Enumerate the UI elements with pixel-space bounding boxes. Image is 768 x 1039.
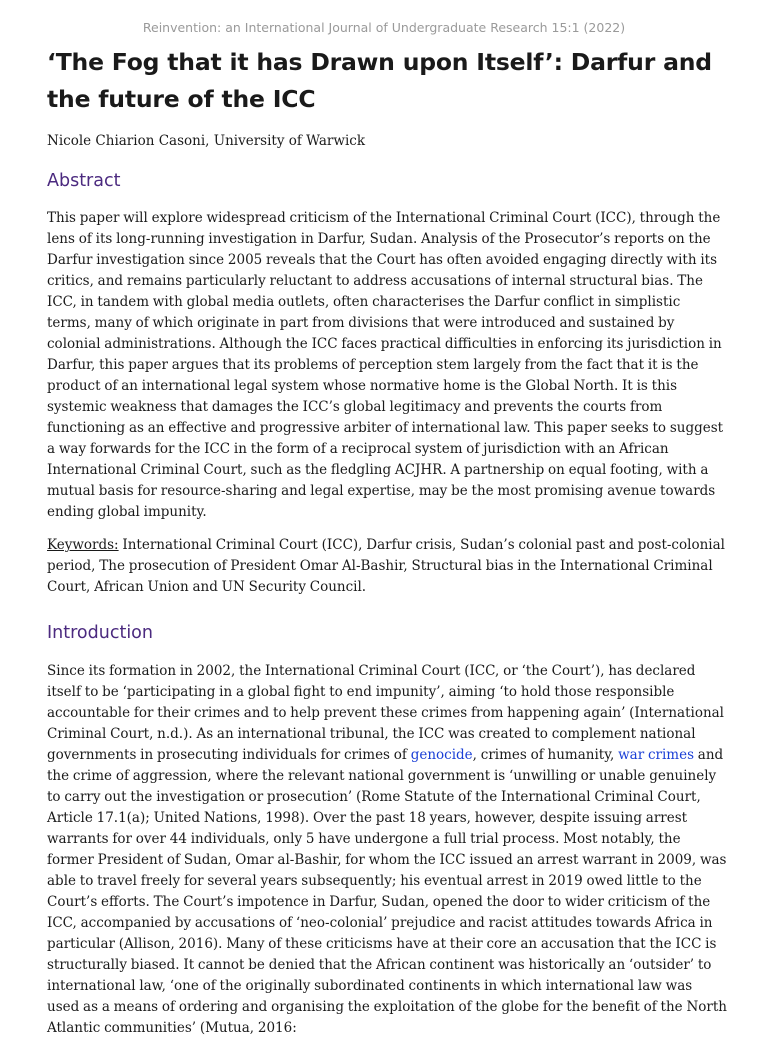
intro-text-part2: , crimes of humanity, bbox=[472, 747, 619, 763]
introduction-paragraph bbox=[47, 661, 727, 1039]
paper-page bbox=[47, 0, 727, 1039]
genocide-link[interactable]: genocide bbox=[410, 747, 473, 763]
keywords-paragraph bbox=[47, 535, 727, 598]
running-header: Reinvention: an International Journal of Undergraduate Research 15:1 (2022) bbox=[142, 20, 626, 35]
article-title: ‘The Fog that it has Drawn upon Itself’: Darfur and the future of the ICC bbox=[47, 48, 712, 113]
intro-text-part3: and the crime of aggression, where the relevant national government is ‘unwilling or unable genuinely to carry out the investigation or prosecution’ (Rome Statute of the International Criminal Court, Article 17.1(a); United Nations, 1998). Over the past 18 years, however, despite issuing arrest warrants for over 44 individuals, only 5 have undergone a full trial process. Most notably, the former President of Sudan, Omar al-Bashir, for whom the ICC issued an arrest warrant in 2009, was able to travel freely for several years subsequently; his eventual arrest in 2019 owed little to the Court’s efforts. The Court’s impotence in Darfur, Sudan, opened the door to wider criticism of the ICC, accompanied by accusations of ‘neo-colonial’ prejudice and racist attitudes towards Africa in particular (Allison, 2016). Many of these criticisms have at their core an accusation that the ICC is structurally biased. It cannot be denied that the African continent was historically an ‘outsider’ to international law, ‘one of the originally subordinated continents in which international law was used as a means of ordering and organising the exploitation of the globe for the benefit of the North Atlantic communities’ (Mutua, 2016: bbox=[47, 747, 727, 1036]
abstract-paragraph: This paper will explore widespread criticism of the International Criminal Court (ICC), through the lens of its long-running investigation in Darfur, Sudan. Analysis of the Prosecutor’s reports on the Darfur investigation since 2005 reveals that the Court has often avoided engaging directly with its critics, and remains particularly reluctant to address accusations of internal structural bias. The ICC, in tandem with global media outlets, often characterises the Darfur conflict in simplistic terms, many of which originate in part from divisions that were introduced and sustained by colonial administrations. Although the ICC faces practical difficulties in enforcing its jurisdiction in Darfur, this paper argues that its problems of perception stem largely from the fact that it is the product of an international legal system whose normative home is the Global North. It is this systemic weakness that damages the ICC’s global legitimacy and prevents the courts from functioning as an effective and progressive arbiter of international law. This paper seeks to suggest a way forwards for the ICC in the form of a reciprocal system of jurisdiction with an African International Criminal Court, such as the fledgling ACJHR. A partnership on equal footing, with a mutual basis for resource-sharing and legal expertise, may be the most promising avenue towards ending global impunity. bbox=[47, 210, 724, 520]
abstract-heading: Abstract bbox=[47, 171, 121, 191]
introduction-heading: Introduction bbox=[47, 623, 153, 643]
keywords-text: International Criminal Court (ICC), Darfur crisis, Sudan’s colonial past and post-colonial period, The prosecution of President Omar Al-Bashir, Structural bias in the International Criminal Court, African Union and UN Security Council. bbox=[47, 537, 725, 595]
war-crimes-link[interactable]: war crimes bbox=[618, 747, 695, 763]
keywords-label: Keywords: bbox=[47, 537, 119, 553]
author-line: Nicole Chiarion Casoni, University of Warwick bbox=[47, 133, 366, 149]
intro-text-part1: Since its formation in 2002, the International Criminal Court (ICC, or ‘the Court’), has declared itself to be ‘participating in a global fight to end impunity’, aiming ‘to hold those responsible accountable for their crimes and to help prevent these crimes from happening again’ (International Criminal Court, n.d.). As an international tribunal, the ICC was created to complement national governments in prosecuting individuals for crimes of bbox=[47, 663, 725, 763]
